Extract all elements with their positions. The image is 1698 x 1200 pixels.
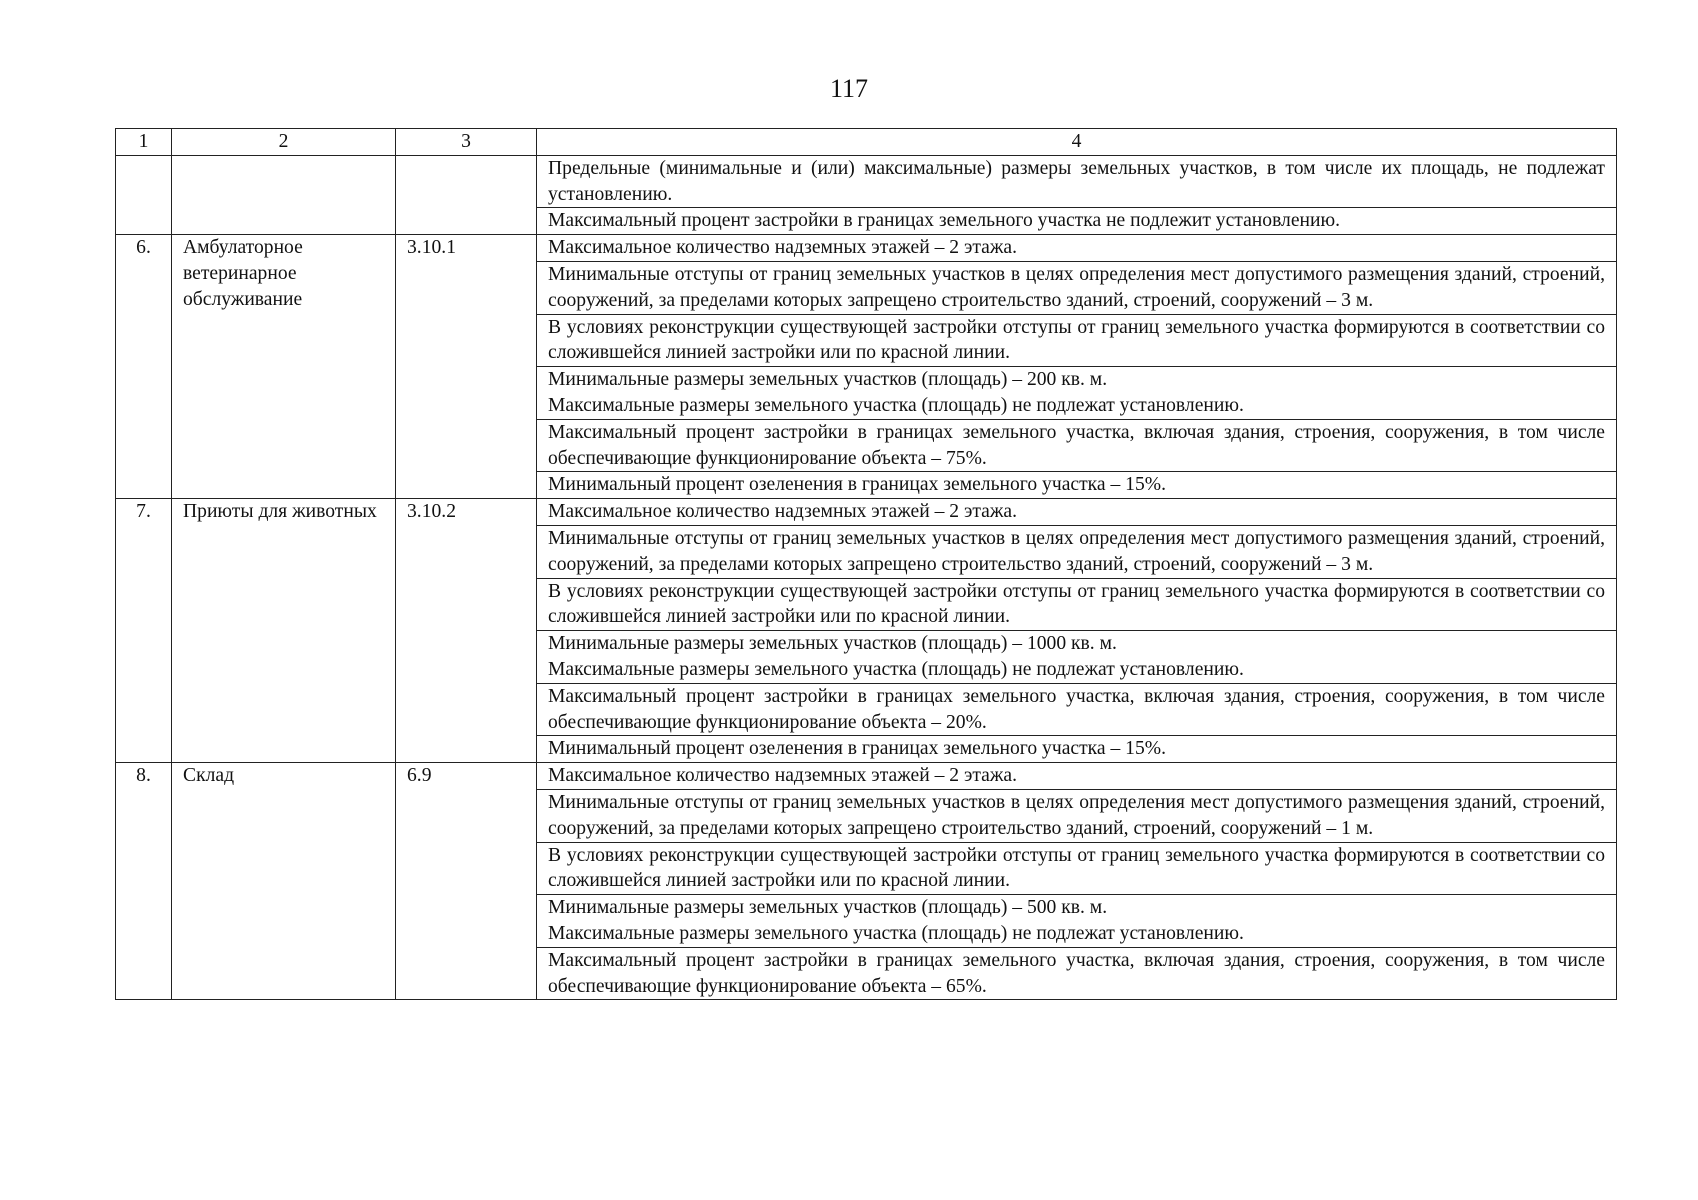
parameter-line: Минимальные размеры земельных участков (площадь) – 200 кв. м. — [548, 369, 1108, 391]
land-use-code: 3.10.1 — [396, 235, 537, 499]
row-number: 8. — [116, 763, 172, 1000]
land-use-code: 6.9 — [396, 763, 537, 1000]
parameter-line: Максимальное количество надземных этажей – 2 этажа. — [548, 501, 1018, 523]
number-cell — [116, 155, 172, 234]
page-number: 117 — [829, 74, 869, 103]
parameter-cell — [537, 763, 1617, 790]
row-number: 6. — [116, 235, 172, 499]
parameter-line: Максимальный процент застройки в границах земельного участка, включая здания, строения, сооружения, в том числе обеспечивающие функционирование объекта – 75%. — [548, 421, 1605, 469]
parameter-line: В условиях реконструкции существующей застройки отступы от границ земельного участка формируются в соответствии со сложившейся линией застройки или по красной линии. — [548, 316, 1605, 364]
parameter-cell — [537, 499, 1617, 526]
parameter-cell — [537, 578, 1617, 631]
column-number-header: 4 — [537, 129, 1617, 156]
parameter-line: Максимальное количество надземных этажей – 2 этажа. — [548, 237, 1018, 259]
parameter-line: Максимальные размеры земельного участка (площадь) не подлежат установлению. — [548, 394, 1244, 416]
code-cell — [396, 155, 537, 234]
parameter-cell — [537, 314, 1617, 367]
column-number-header: 1 — [116, 129, 172, 156]
parameter-cell — [537, 789, 1617, 842]
parameter-line: Минимальные размеры земельных участков (площадь) – 500 кв. м. — [548, 897, 1108, 919]
parameter-cell — [537, 842, 1617, 895]
parameter-cell — [537, 419, 1617, 472]
parameter-line: В условиях реконструкции существующей застройки отступы от границ земельного участка формируются в соответствии со сложившейся линией застройки или по красной линии. — [548, 580, 1605, 628]
name-cell — [172, 155, 396, 234]
table-row — [116, 235, 1617, 262]
parameter-cell — [537, 947, 1617, 1000]
land-use-name: Склад — [172, 763, 396, 1000]
table-row — [116, 155, 1617, 208]
parameter-line: Минимальные отступы от границ земельных участков в целях определения мест допустимого размещения зданий, строений, сооружений, за пределами которых запрещено строительство зданий, строений, сооружений – 1 м. — [548, 791, 1605, 839]
parameter-cell — [537, 631, 1617, 684]
parameter-line: Предельные (минимальные и (или) максимальные) размеры земельных участков, в том числе их площадь, не подлежат установлению. — [548, 157, 1605, 205]
land-use-name: Приюты для животных — [172, 499, 396, 763]
parameter-cell — [537, 736, 1617, 763]
regulations-table — [115, 128, 1617, 1000]
parameter-cell — [537, 235, 1617, 262]
column-number-header: 2 — [172, 129, 396, 156]
table-row — [116, 763, 1617, 790]
parameter-cell — [537, 208, 1617, 235]
parameter-cell — [537, 367, 1617, 420]
row-number: 7. — [116, 499, 172, 763]
table-row — [116, 499, 1617, 526]
parameter-line: Максимальные размеры земельного участка (площадь) не подлежат установлению. — [548, 658, 1244, 680]
parameter-line: Максимальные размеры земельного участка (площадь) не подлежат установлению. — [548, 922, 1244, 944]
parameter-line: Максимальное количество надземных этажей – 2 этажа. — [548, 765, 1018, 787]
parameter-cell — [537, 895, 1617, 948]
parameter-cell — [537, 525, 1617, 578]
parameter-line: Максимальный процент застройки в границах земельного участка, включая здания, строения, сооружения, в том числе обеспечивающие функционирование объекта – 20%. — [548, 685, 1605, 733]
parameter-line: Минимальные отступы от границ земельных участков в целях определения мест допустимого размещения зданий, строений, сооружений, за пределами которых запрещено строительство зданий, строений, сооружений – 3 м. — [548, 263, 1605, 311]
land-use-code: 3.10.2 — [396, 499, 537, 763]
parameter-cell — [537, 155, 1617, 208]
parameter-line: Максимальный процент застройки в границах земельного участка, включая здания, строения, сооружения, в том числе обеспечивающие функционирование объекта – 65%. — [548, 949, 1605, 997]
parameter-line: Минимальный процент озеленения в границах земельного участка – 15%. — [548, 738, 1166, 760]
parameter-cell — [537, 261, 1617, 314]
parameter-line: Минимальные размеры земельных участков (площадь) – 1000 кв. м. — [548, 633, 1117, 655]
parameter-line: Минимальный процент озеленения в границах земельного участка – 15%. — [548, 474, 1166, 496]
parameter-line: В условиях реконструкции существующей застройки отступы от границ земельного участка формируются в соответствии со сложившейся линией застройки или по красной линии. — [548, 844, 1605, 892]
parameter-line: Максимальный процент застройки в границах земельного участка не подлежит установлению. — [548, 210, 1341, 232]
column-number-header: 3 — [396, 129, 537, 156]
parameter-cell — [537, 472, 1617, 499]
table-header-row — [116, 129, 1617, 156]
parameter-cell — [537, 683, 1617, 736]
land-use-name: Амбулаторное ветеринарное обслуживание — [172, 235, 396, 499]
parameter-line: Минимальные отступы от границ земельных участков в целях определения мест допустимого размещения зданий, строений, сооружений, за пределами которых запрещено строительство зданий, строений, сооружений – 3 м. — [548, 527, 1605, 575]
